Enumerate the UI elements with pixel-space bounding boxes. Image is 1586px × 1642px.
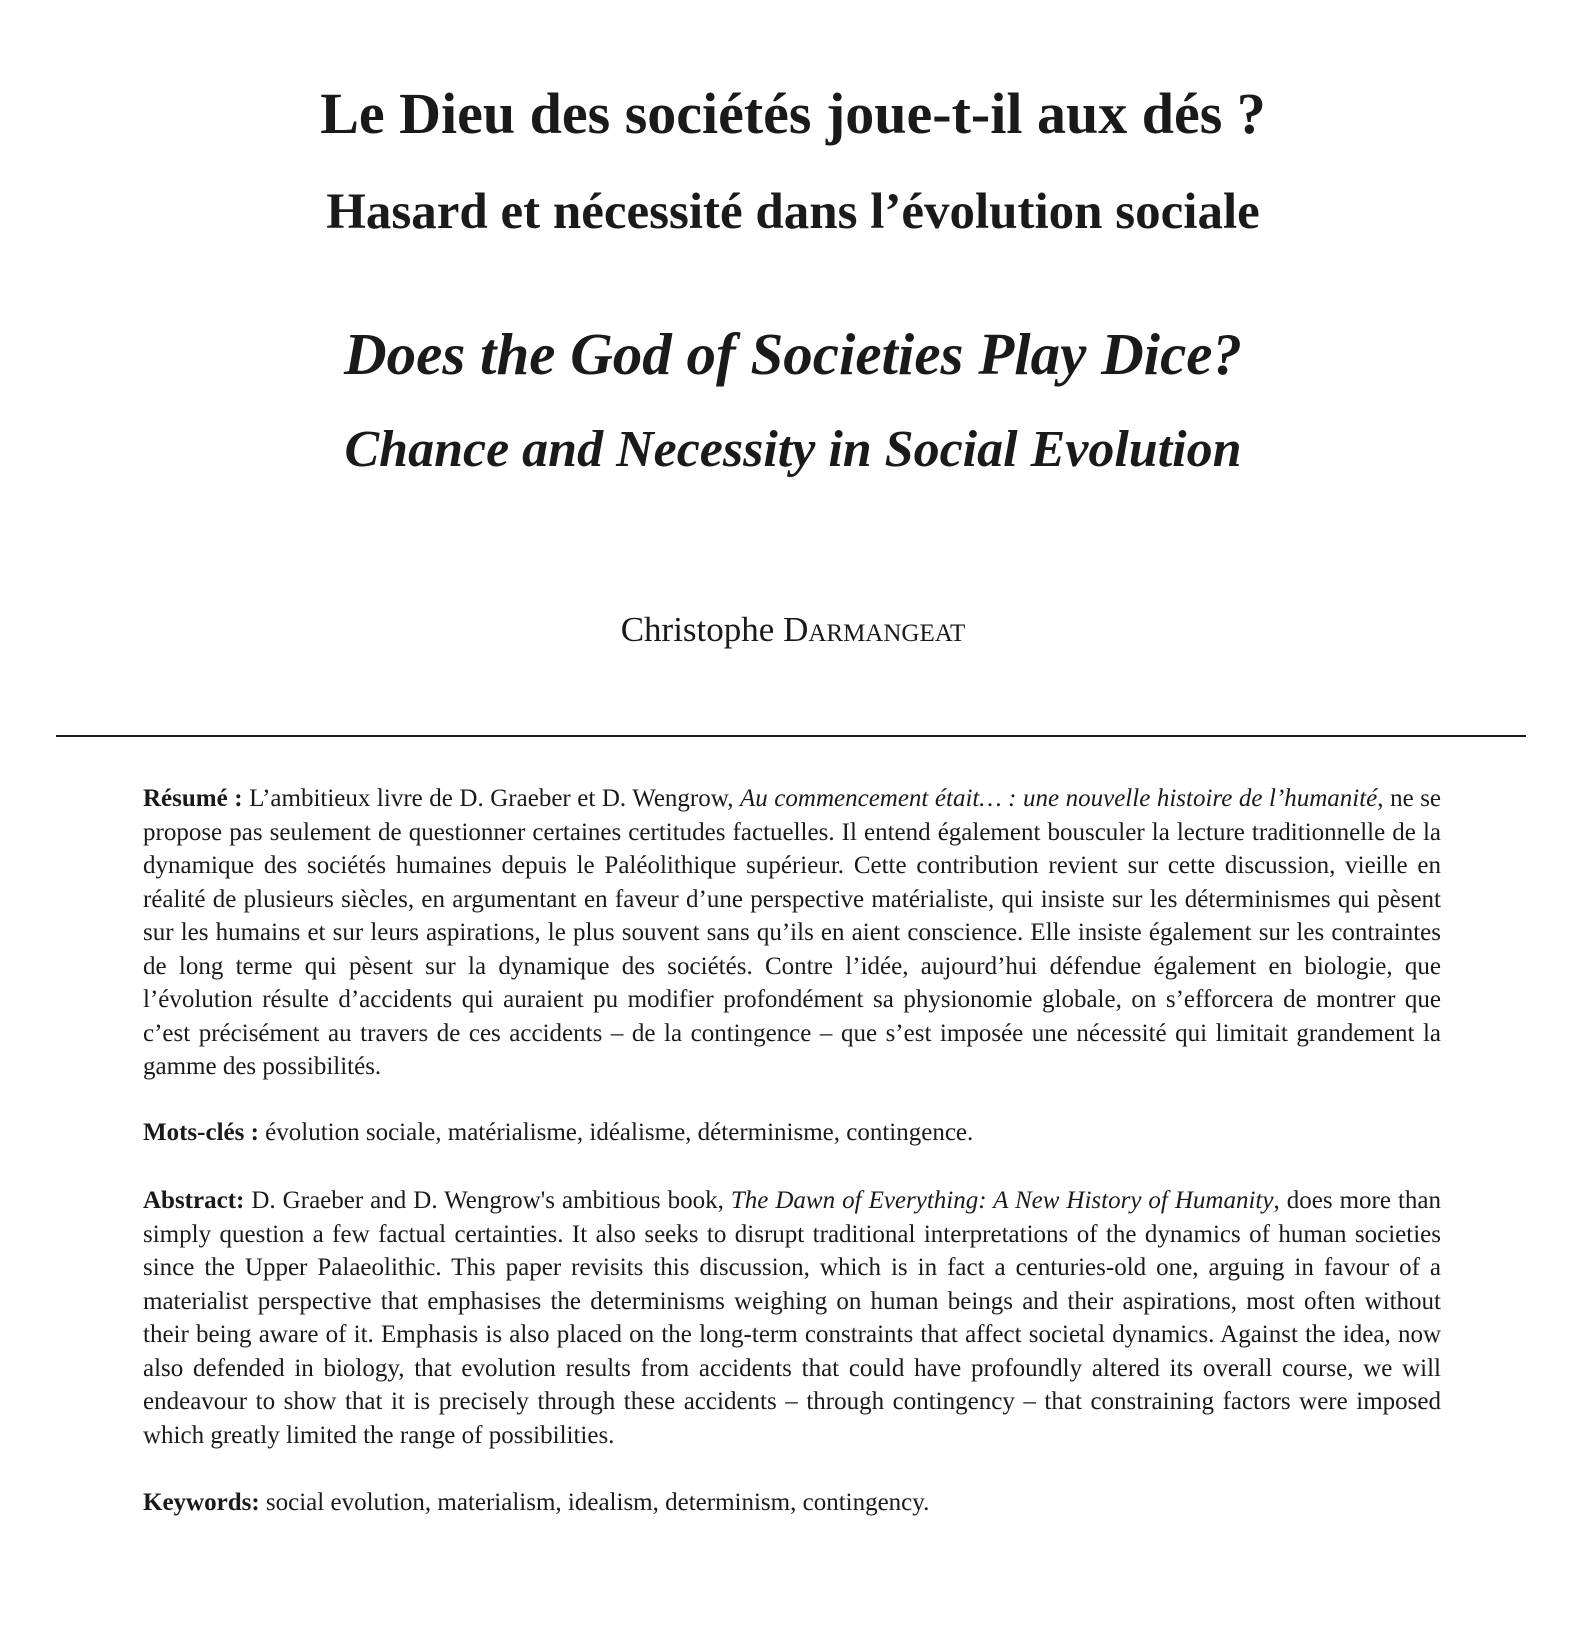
keywords-label: Keywords: xyxy=(143,1489,260,1516)
abstract-paragraph xyxy=(143,1184,1441,1452)
resume-book-title: Au commencement était… : une nouvelle histoire de l’humanité xyxy=(739,785,1378,812)
abstract-label: Abstract: xyxy=(143,1187,245,1214)
title-french: Le Dieu des sociétés joue-t-il aux dés ? xyxy=(320,81,1266,146)
author-family-name: Darmangeat xyxy=(783,610,966,649)
resume-text-after: , ne se propose pas seulement de questionner certaines certitudes factuelles. Il entend également bousculer la lecture traditionnelle de la dynamique des sociétés humaines depuis le Paléolithique supérieur. Cette contribution revient sur cette discussion, vieille en réalité de plusieurs siècles, en argumentant en faveur d’une perspective matérialiste, qui insiste sur les déterminismes qui pèsent sur les humains et sur leurs aspirations, le plus souvent sans qu’ils en aient conscience. Elle insiste également sur les contraintes de long terme qui pèsent sur la dynamique des sociétés. Contre l’idée, aujourd’hui défendue également en biologie, que l’évolution résulte d’accidents qui auraient pu modifier profondément sa physionomie globale, on s’efforcera de montrer que c’est précisément au travers de ces accidents – de la contingence – que s’est imposée une nécessité qui limitait grandement la gamme des possibilités. xyxy=(143,785,1442,1080)
abstract-text-before: D. Graeber and D. Wengrow's ambitious book, xyxy=(244,1187,731,1214)
author-name xyxy=(0,608,1586,652)
author-given-name: Christophe xyxy=(620,610,775,649)
keywords-text: social evolution, materialism, idealism, determinism, contingency. xyxy=(259,1489,930,1516)
abstract-text-after: , does more than simply question a few factual certainties. It also seeks to disrupt traditional interpretations of the dynamics of human societies since the Upper Palaeolithic. This paper revisits this discussion, which is in fact a centuries-old one, arguing in favour of a materialist perspective that emphasises the determinisms weighing on human beings and their aspirations, most often without their being aware of it. Emphasis is also placed on the long-term constraints that affect societal dynamics. Against the idea, now also defended in biology, that evolution results from accidents that could have profoundly altered its overall course, we will endeavour to show that it is precisely through these accidents – through contingency – that constraining factors were imposed which greatly limited the range of possibilities. xyxy=(143,1187,1441,1449)
resume-paragraph xyxy=(143,782,1441,1084)
mots-cles-paragraph xyxy=(143,1116,1441,1150)
abstract-book-title: The Dawn of Everything: A New History of Humanity xyxy=(730,1187,1274,1214)
title-english: Does the God of Societies Play Dice? xyxy=(344,321,1242,387)
subtitle-english: Chance and Necessity in Social Evolution xyxy=(344,421,1242,478)
mots-cles-text: évolution sociale, matérialisme, idéalisme, déterminisme, contingence. xyxy=(258,1119,974,1146)
section-divider xyxy=(56,735,1526,737)
resume-label: Résumé : xyxy=(143,785,243,812)
subtitle-french: Hasard et nécessité dans l’évolution sociale xyxy=(326,184,1260,240)
resume-text-before: L’ambitieux livre de D. Graeber et D. Wengrow, xyxy=(242,785,740,812)
mots-cles-label: Mots-clés : xyxy=(143,1119,259,1146)
keywords-paragraph xyxy=(143,1486,1441,1520)
